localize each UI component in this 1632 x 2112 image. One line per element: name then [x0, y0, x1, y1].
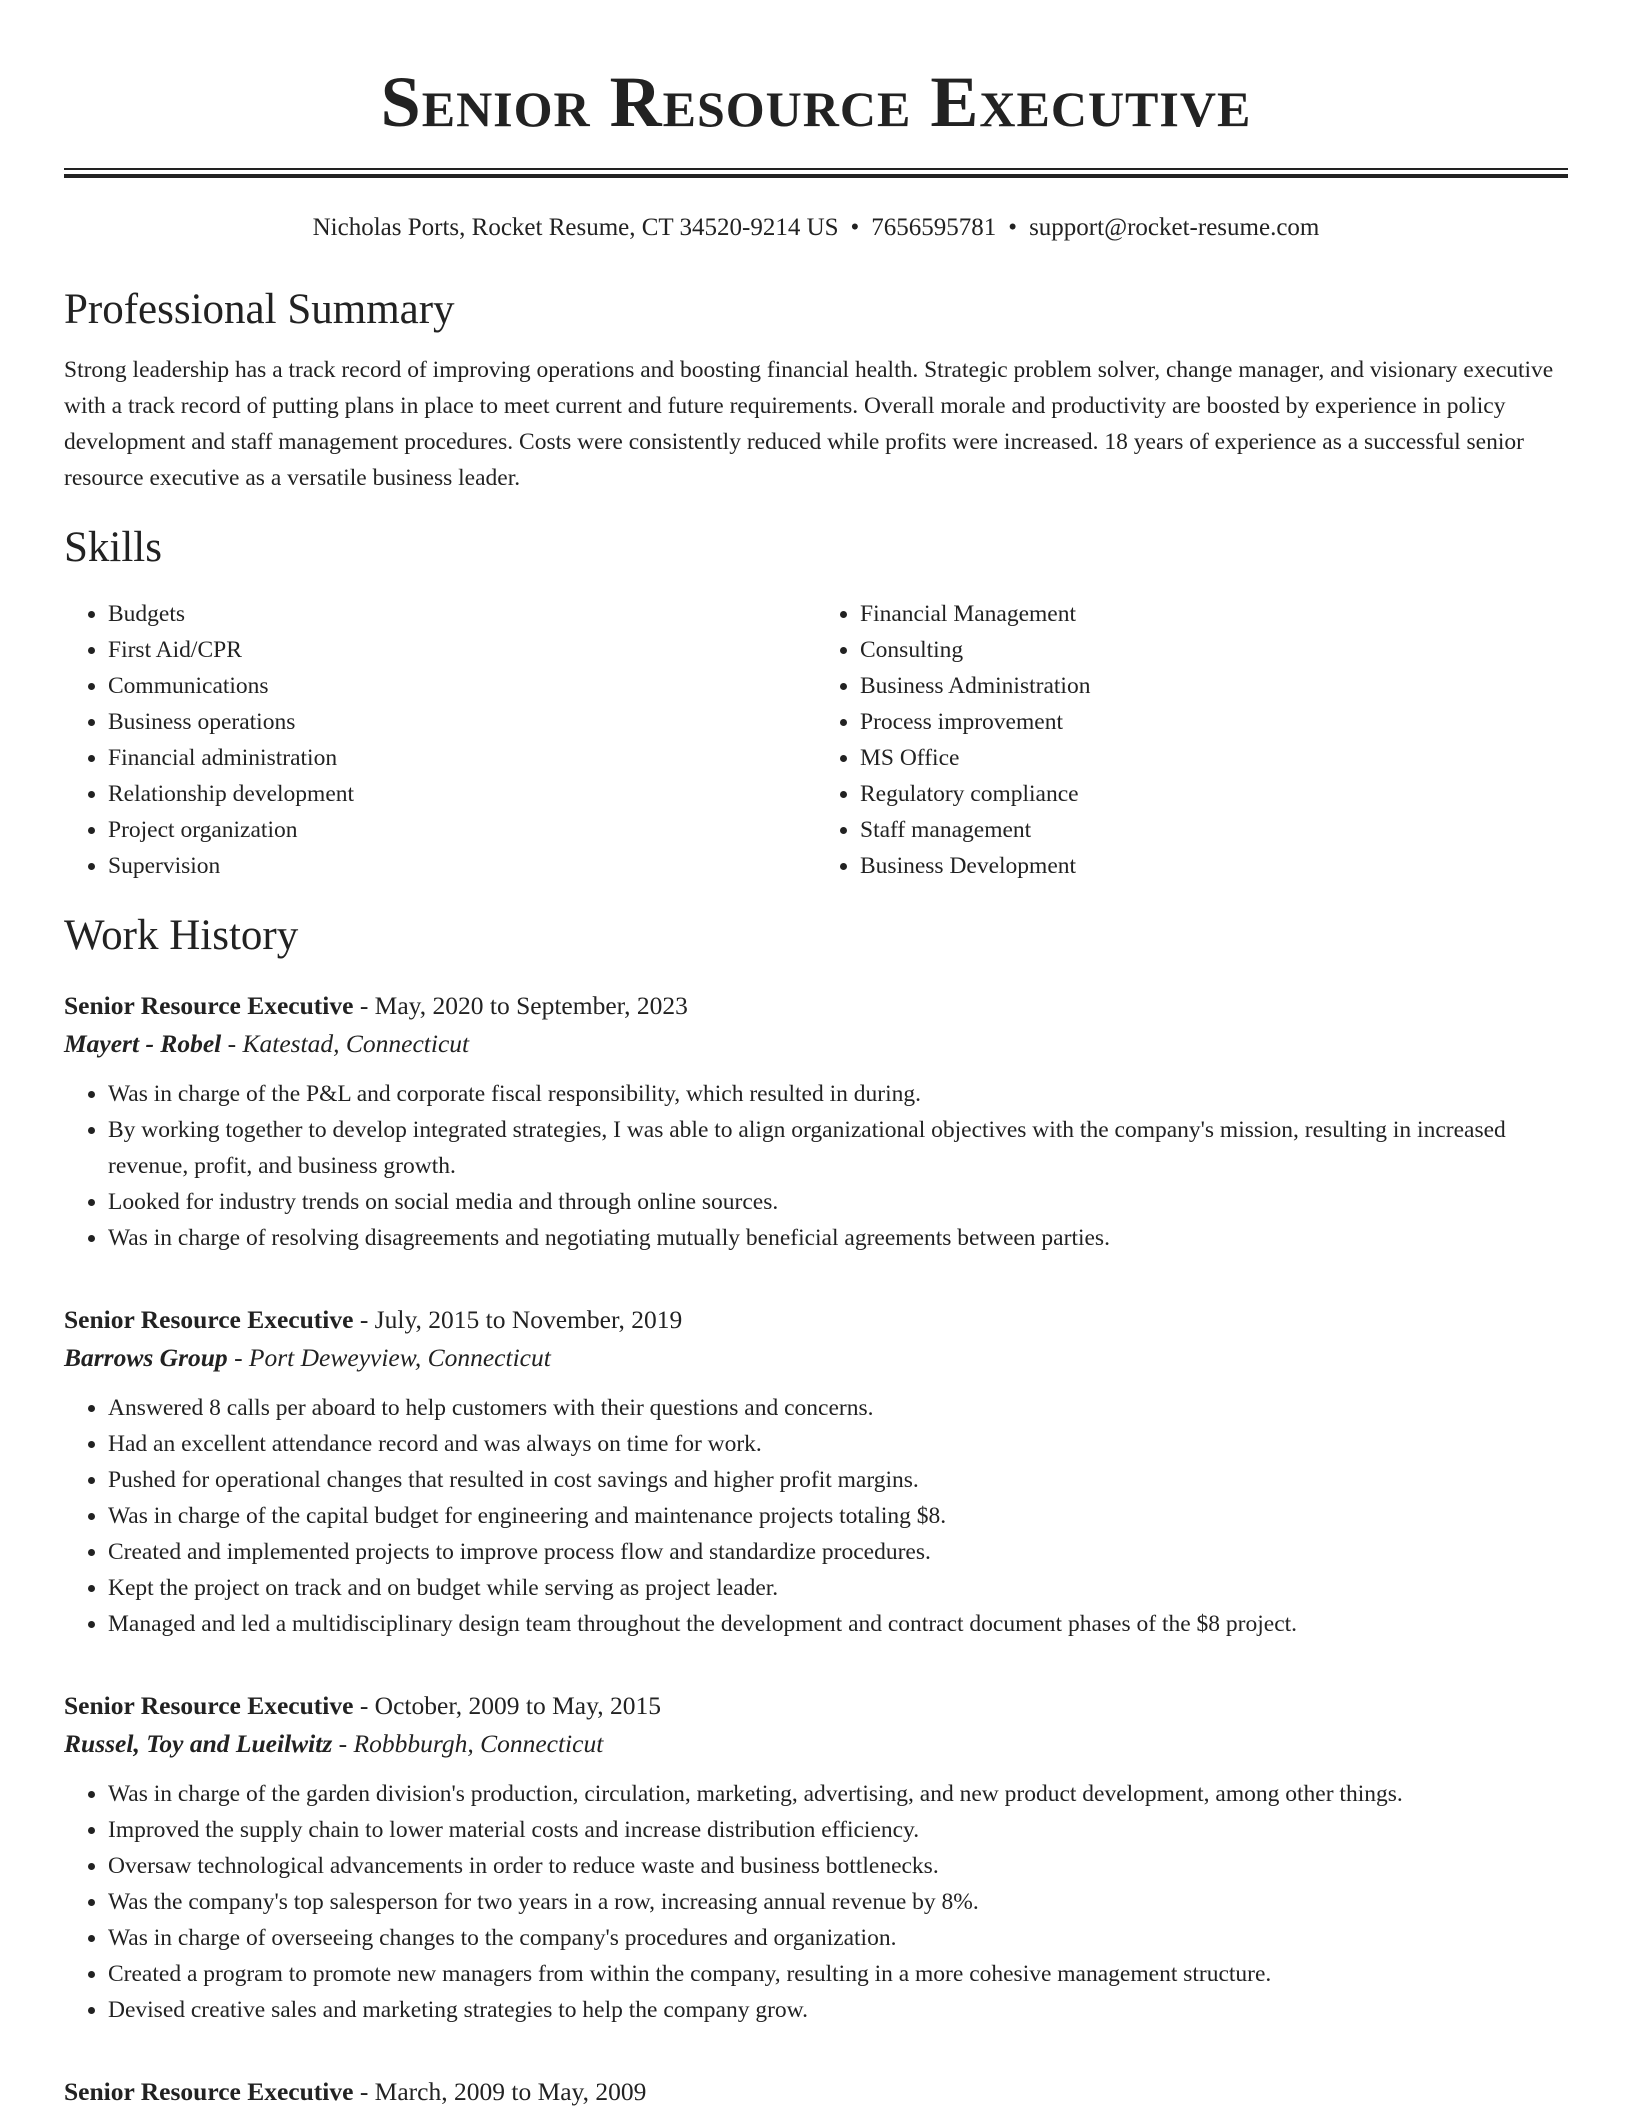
job-dates: - October, 2009 to May, 2015	[353, 1691, 661, 1720]
job-bullet: • Oversaw technological advancements in order to reduce waste and business bottlenecks.	[108, 1848, 1568, 1884]
job-entry	[64, 1302, 1568, 1642]
job-dates: - March, 2009 to May, 2009	[353, 2077, 647, 2106]
job-employer-line	[64, 1338, 1568, 1378]
job-bullet: • Was in charge of overseeing changes to the company's procedures and organization.	[108, 1920, 1568, 1956]
skill-item: • MS Office	[860, 740, 1568, 776]
skills-heading: Skills	[64, 524, 162, 571]
job-employer: Mayert - Robel	[64, 1029, 222, 1058]
job-bullet: • Managed and led a multidisciplinary design team throughout the development and contract document phases of the $8 project.	[108, 1606, 1568, 1642]
contact-line	[64, 212, 1568, 244]
job-bullets	[64, 1076, 1568, 1256]
summary-text: Strong leadership has a track record of improving operations and boosting financial health. Strategic problem solver, change manager, and visionary executive with a track record of putting plans in place to meet current and future requirements. Overall morale and productivity are boosted by experience in policy development and staff management procedures. Costs were consistently reduced while profits were increased. 18 years of experience as a successful senior resource executive as a versatile business leader.	[64, 357, 1554, 491]
skill-item: • Financial Management	[860, 596, 1568, 632]
skills-right-column	[816, 596, 1568, 884]
contact-separator: •	[850, 214, 860, 241]
skill-item: • Financial administration	[108, 740, 816, 776]
job-bullet: • Was in charge of the capital budget for engineering and maintenance projects totaling $8.	[108, 1498, 1568, 1534]
job-entry	[64, 2074, 1568, 2110]
job-bullets	[64, 1776, 1568, 2028]
job-bullet: • Was in charge of resolving disagreements and negotiating mutually beneficial agreements between parties.	[108, 1220, 1568, 1256]
job-dates: - May, 2020 to September, 2023	[353, 991, 688, 1020]
skill-item: • First Aid/CPR	[108, 632, 816, 668]
job-bullet: • Answered 8 calls per aboard to help customers with their questions and concerns.	[108, 1390, 1568, 1426]
skills-grid	[64, 596, 1568, 884]
job-employer-line	[64, 1024, 1568, 1064]
job-bullet: • Pushed for operational changes that resulted in cost savings and higher profit margins.	[108, 1462, 1568, 1498]
contact-address: Nicholas Ports, Rocket Resume, CT 34520-9214 US	[312, 214, 839, 241]
skill-item: • Budgets	[108, 596, 816, 632]
skill-item: • Staff management	[860, 812, 1568, 848]
job-bullet: • Was in charge of the garden division's production, circulation, marketing, advertising, and new product development, among other things.	[108, 1776, 1568, 1812]
title-double-rule	[64, 168, 1568, 178]
contact-separator: •	[1008, 214, 1018, 241]
job-title-line	[64, 2074, 1568, 2110]
job-location: - Port Deweyview, Connecticut	[227, 1343, 551, 1372]
skill-item: • Supervision	[108, 848, 816, 884]
job-location: - Katestad, Connecticut	[221, 1029, 470, 1058]
skill-item: • Regulatory compliance	[860, 776, 1568, 812]
job-title-line	[64, 988, 1568, 1024]
skill-item: • Business Administration	[860, 668, 1568, 704]
job-location: - Robbburgh, Connecticut	[332, 1729, 604, 1758]
skill-item: • Project organization	[108, 812, 816, 848]
job-title-line	[64, 1688, 1568, 1724]
job-role: Senior Resource Executive	[64, 1305, 354, 1334]
job-bullet: • Devised creative sales and marketing strategies to help the company grow.	[108, 1992, 1568, 2028]
skill-item: • Business operations	[108, 704, 816, 740]
resume-title: Senior Resource Executive	[380, 62, 1252, 142]
skill-item: • Consulting	[860, 632, 1568, 668]
contact-phone: 7656595781	[871, 214, 997, 241]
work-history-heading: Work History	[64, 912, 299, 959]
job-employer: Russel, Toy and Lueilwitz	[64, 1729, 333, 1758]
job-bullet: • Was the company's top salesperson for two years in a row, increasing annual revenue by 8%.	[108, 1884, 1568, 1920]
job-role: Senior Resource Executive	[64, 1691, 354, 1720]
job-entry	[64, 1688, 1568, 2028]
job-bullet: • Created a program to promote new managers from within the company, resulting in a more cohesive management structure.	[108, 1956, 1568, 1992]
job-entry	[64, 988, 1568, 1256]
job-bullets	[64, 1390, 1568, 1642]
job-employer: Barrows Group	[64, 1343, 228, 1372]
job-bullet: • Kept the project on track and on budget while serving as project leader.	[108, 1570, 1568, 1606]
job-bullet: • Created and implemented projects to improve process flow and standardize procedures.	[108, 1534, 1568, 1570]
summary-heading: Professional Summary	[64, 286, 455, 333]
job-bullet: • Looked for industry trends on social media and through online sources.	[108, 1184, 1568, 1220]
skill-item: • Communications	[108, 668, 816, 704]
job-dates: - July, 2015 to November, 2019	[353, 1305, 683, 1334]
contact-email: support@rocket-resume.com	[1029, 214, 1320, 241]
job-role: Senior Resource Executive	[64, 2077, 354, 2106]
job-role: Senior Resource Executive	[64, 991, 354, 1020]
skill-item: • Business Development	[860, 848, 1568, 884]
job-title-line	[64, 1302, 1568, 1338]
skill-item: • Process improvement	[860, 704, 1568, 740]
job-bullet: • Had an excellent attendance record and was always on time for work.	[108, 1426, 1568, 1462]
job-bullet: • Was in charge of the P&L and corporate fiscal responsibility, which resulted in during.	[108, 1076, 1568, 1112]
job-bullet: • Improved the supply chain to lower material costs and increase distribution efficiency.	[108, 1812, 1568, 1848]
skill-item: • Relationship development	[108, 776, 816, 812]
skills-left-column	[64, 596, 816, 884]
job-employer-line	[64, 1724, 1568, 1764]
job-bullet: • By working together to develop integrated strategies, I was able to align organizational objectives with the company's mission, resulting in increased revenue, profit, and business growth.	[108, 1112, 1568, 1184]
